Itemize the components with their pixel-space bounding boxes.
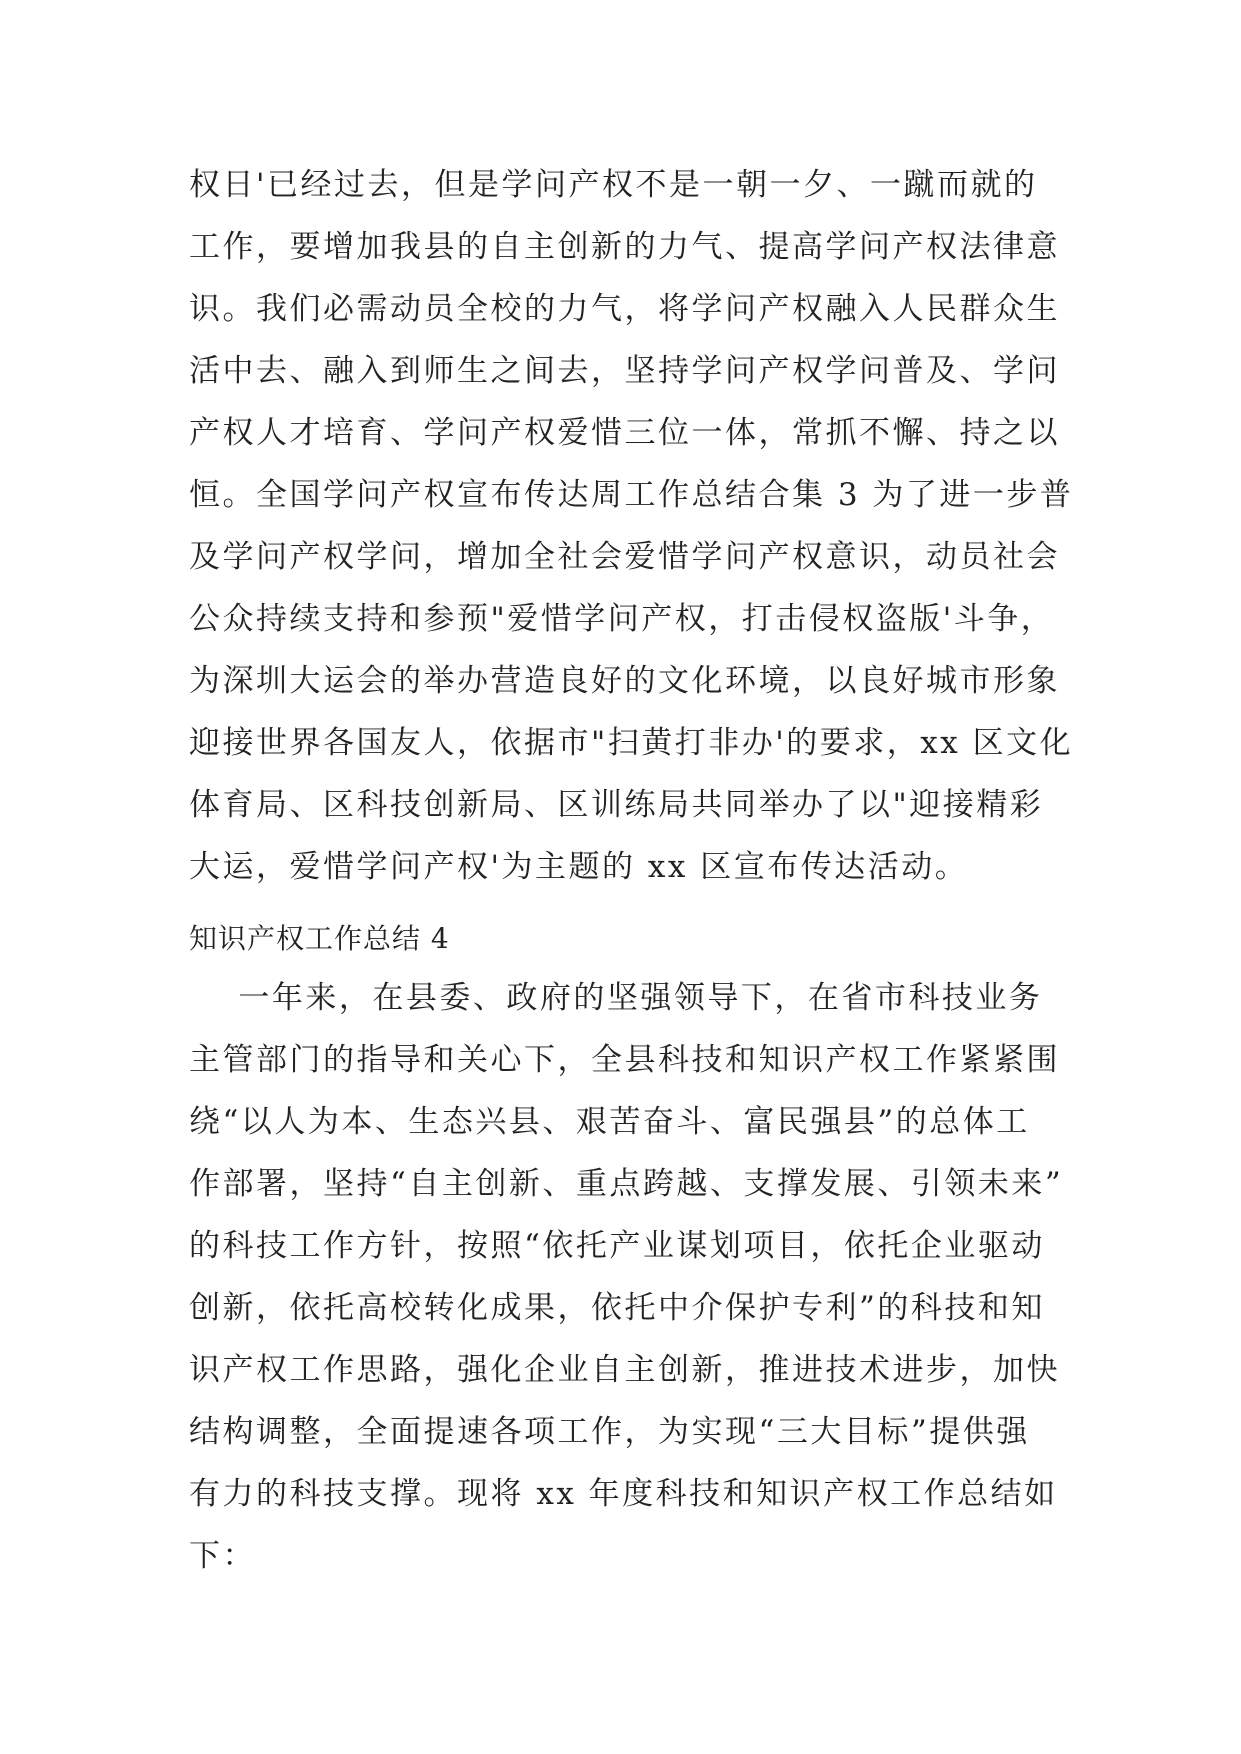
paragraph-line: 恒。全国学问产权宣布传达周工作总结合集 3 为了进一步普 (189, 477, 1074, 513)
paragraph-2 (189, 967, 1069, 1587)
paragraph-line: 权日'已经过去，但是学问产权不是一朝一夕、一蹴而就的 (189, 167, 1038, 203)
paragraph-line: 结构调整，全面提速各项工作，为实现“三大目标”提供强 (189, 1414, 1030, 1450)
paragraph-line: 为深圳大运会的举办营造良好的文化环境，以良好城市形象 (189, 663, 1060, 699)
paragraph-1 (189, 154, 1074, 898)
paragraph-line: 识产权工作思路，强化企业自主创新，推进技术进步，加快 (189, 1352, 1060, 1388)
paragraph-line: 及学问产权学问，增加全社会爱惜学问产权意识，动员社会 (189, 539, 1060, 575)
paragraph-line: 迎接世界各国友人，依据市"扫黄打非办'的要求，xx 区文化 (189, 725, 1074, 761)
paragraph-line: 有力的科技支撑。现将 xx 年度科技和知识产权工作总结如 (189, 1476, 1058, 1512)
paragraph-line: 作部署，坚持“自主创新、重点跨越、支撑发展、引领未来” (189, 1166, 1064, 1202)
paragraph-line: 下： (189, 1538, 256, 1574)
paragraph-line: 产权人才培育、学问产权爱惜三位一体，常抓不懈、持之以 (189, 415, 1060, 451)
paragraph-line: 主管部门的指导和关心下，全县科技和知识产权工作紧紧围 (189, 1042, 1060, 1078)
paragraph-line: 一年来，在县委、政府的坚强领导下，在省市科技业务 (189, 980, 1043, 1016)
paragraph-line: 识。我们必需动员全校的力气，将学问产权融入人民群众生 (189, 291, 1060, 327)
paragraph-line: 的科技工作方针，按照“依托产业谋划项目，依托企业驱动 (189, 1228, 1045, 1264)
paragraph-line: 工作，要增加我县的自主创新的力气、提高学问产权法律意 (189, 229, 1060, 265)
paragraph-line: 绕“以人为本、生态兴县、艰苦奋斗、富民强县”的总体工 (189, 1104, 1030, 1140)
paragraph-line: 大运，爱惜学问产权'为主题的 xx 区宣布传达活动。 (189, 849, 969, 885)
paragraph-line: 公众持续支持和参预"爱惜学问产权，打击侵权盗版'斗争， (189, 601, 1055, 637)
paragraph-line: 创新，依托高校转化成果，依托中介保护专利”的科技和知 (189, 1290, 1045, 1326)
paragraph-line: 活中去、融入到师生之间去，坚持学问产权学问普及、学问 (189, 353, 1060, 389)
section-heading: 知识产权工作总结 4 (189, 922, 450, 955)
paragraph-line: 体育局、区科技创新局、区训练局共同举办了以"迎接精彩 (189, 787, 1044, 823)
